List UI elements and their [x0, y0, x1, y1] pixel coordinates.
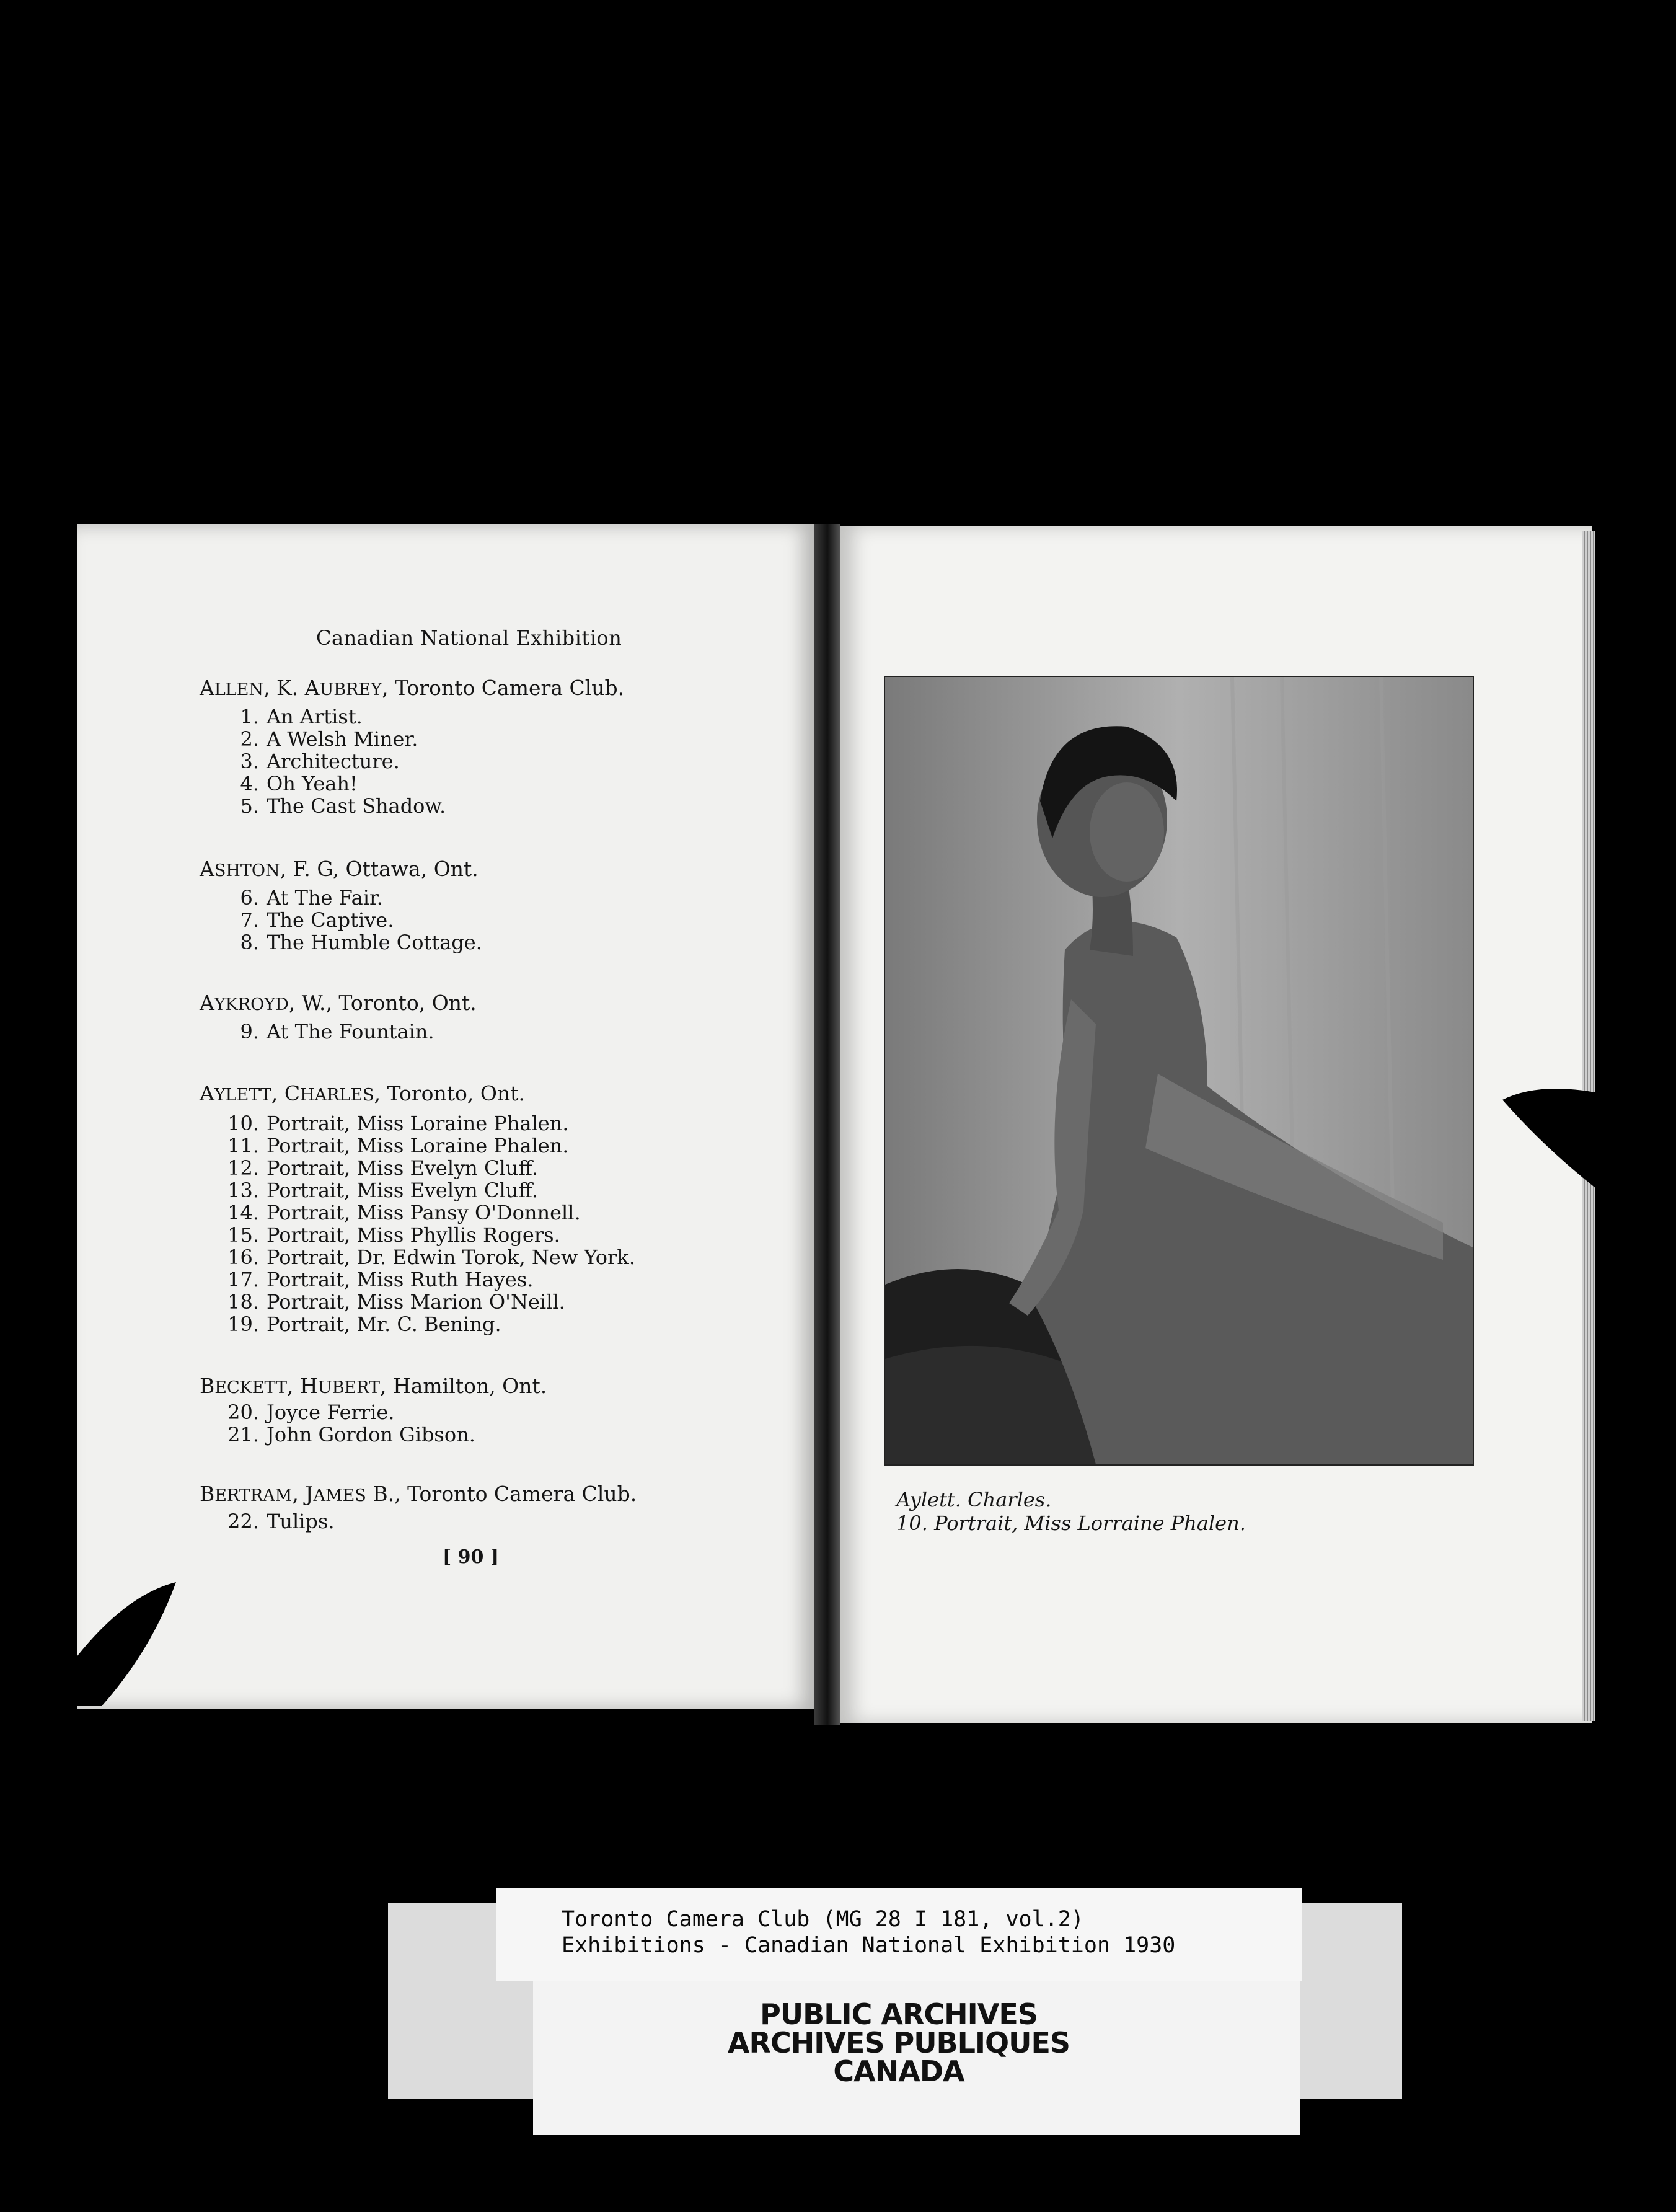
entry-item: [218, 795, 446, 817]
entry-name-part: ,: [271, 1081, 284, 1105]
entry-name-part: B: [200, 1374, 215, 1398]
book-gutter: [814, 524, 840, 1725]
stamp-line-archives-publiques: ARCHIVES PUBLIQUES: [727, 2026, 1070, 2059]
entry-item-number: 2.: [240, 727, 259, 751]
entry-item-number: 10.: [227, 1112, 259, 1135]
entry-name-part: , Toronto Camera Club.: [381, 676, 625, 700]
entry-item: [218, 1020, 434, 1043]
page-header: Canadian National Exhibition: [316, 626, 622, 650]
entry-item-title: Portrait, Miss Ruth Hayes.: [267, 1268, 534, 1291]
entry-item-number: 16.: [227, 1245, 259, 1269]
entry-item-number: 1.: [240, 705, 259, 728]
entry-name-part: A: [304, 676, 320, 700]
entry-name-part: ,: [287, 1374, 301, 1398]
entry-item-title: The Captive.: [267, 908, 394, 932]
entry-item: [218, 1157, 538, 1179]
entry-item: [218, 728, 418, 750]
entry-item: [218, 1246, 635, 1268]
entry-item-title: At The Fair.: [267, 886, 383, 909]
entry-name: [200, 1374, 547, 1398]
entry-item-number: 9.: [240, 1020, 259, 1043]
entry-item-title: Portrait, Miss Loraine Phalen.: [267, 1134, 569, 1157]
entry-item-number: 14.: [227, 1201, 259, 1224]
entry-item-title: John Gordon Gibson.: [267, 1423, 475, 1446]
entry-name-part: A: [200, 676, 214, 700]
entry-item: [218, 1112, 569, 1135]
entry-item-number: 7.: [240, 908, 259, 932]
entry-name-part: , Hamilton, Ont.: [379, 1374, 547, 1398]
entry-name-part: UBREY: [319, 680, 382, 699]
entry-name-part: HARLES: [300, 1086, 374, 1105]
entry-name-part: J: [305, 1482, 314, 1506]
entry-item: [218, 1401, 395, 1423]
entry-item: [218, 772, 358, 795]
entry-item-number: 18.: [227, 1290, 259, 1314]
entry-item-number: 4.: [240, 772, 259, 795]
entry-name-part: ERTRAM: [214, 1486, 293, 1505]
entry-name: [200, 857, 479, 881]
entry-name-part: ECKETT: [214, 1378, 288, 1397]
entry-name-part: , Toronto, Ont.: [374, 1081, 525, 1105]
stamp-line-canada: CANADA: [833, 2055, 964, 2088]
entry-item-title: Portrait, Miss Loraine Phalen.: [267, 1112, 569, 1135]
entry-item-title: Portrait, Miss Pansy O'Donnell.: [267, 1201, 581, 1224]
entry-item-number: 6.: [240, 886, 259, 909]
entry-name-part: A: [200, 857, 214, 881]
entry-name: [200, 1081, 525, 1105]
entry-item: [218, 909, 394, 931]
entry-name-part: B: [200, 1482, 215, 1506]
entry-item-title: Architecture.: [267, 750, 400, 773]
entry-item-number: 20.: [227, 1400, 259, 1424]
entry-name: [200, 991, 477, 1015]
entry-name-part: AMES: [313, 1486, 366, 1505]
entry-item-number: 8.: [240, 931, 259, 954]
entry-item-title: Tulips.: [267, 1510, 335, 1533]
entry-name-part: YLETT: [214, 1086, 271, 1105]
entry-item-number: 11.: [227, 1134, 259, 1157]
entry-name-part: C: [284, 1081, 301, 1105]
entry-item: [218, 1423, 475, 1446]
entry-name-part: SHTON: [214, 861, 280, 880]
archive-reference-line: Toronto Camera Club (MG 28 I 181, vol.2): [562, 1907, 1084, 1932]
entry-item-number: 13.: [227, 1179, 259, 1202]
entry-item: [218, 1135, 569, 1157]
entry-item: [218, 1291, 565, 1313]
entry-name-part: H: [300, 1374, 318, 1398]
entry-item: [218, 1201, 581, 1224]
entry-name-part: , W., Toronto, Ont.: [288, 991, 477, 1015]
entry-item-title: Portrait, Miss Marion O'Neill.: [267, 1290, 565, 1314]
entry-name-part: A: [200, 991, 214, 1015]
entry-item-number: 22.: [227, 1510, 259, 1533]
entry-item-number: 3.: [240, 750, 259, 773]
entry-item-title: Portrait, Miss Evelyn Cluff.: [267, 1156, 539, 1180]
entry-item-title: The Humble Cottage.: [267, 931, 482, 954]
entry-item: [218, 887, 383, 909]
photo-caption-author: Aylett. Charles.: [896, 1488, 1052, 1511]
entry-item-number: 21.: [227, 1423, 259, 1446]
stamp-line-public-archives: PUBLIC ARCHIVES: [760, 1997, 1038, 2031]
entry-item: [218, 1268, 533, 1291]
entry-item-title: An Artist.: [267, 705, 363, 728]
entry-item-number: 5.: [240, 794, 259, 818]
entry-item: [218, 750, 400, 772]
entry-item-number: 15.: [227, 1223, 259, 1247]
entry-item: [218, 931, 482, 953]
page-clip-left: [77, 1582, 176, 1706]
entry-item: [218, 1313, 501, 1335]
entry-item-title: A Welsh Miner.: [267, 727, 418, 751]
entry-name-part: , F. G, Ottawa, Ont.: [280, 857, 479, 881]
entry-name-part: B., Toronto Camera Club.: [366, 1482, 637, 1506]
entry-name: [200, 676, 624, 700]
entry-item-title: Portrait, Miss Phyllis Rogers.: [267, 1223, 560, 1247]
entry-name: [200, 1482, 637, 1506]
portrait-photograph: [884, 676, 1474, 1466]
entry-name-part: LLEN: [214, 680, 264, 699]
entry-item-title: Joyce Ferrie.: [267, 1400, 395, 1424]
photo-caption-title: 10. Portrait, Miss Lorraine Phalen.: [896, 1511, 1246, 1535]
entry-item: [218, 1224, 560, 1246]
entry-item: [218, 1510, 335, 1533]
entry-item-title: Oh Yeah!: [267, 772, 358, 795]
entry-item-number: 12.: [227, 1156, 259, 1180]
entry-name-part: ,: [292, 1482, 306, 1506]
entry-item: [218, 1179, 538, 1201]
entry-name-part: YKROYD: [214, 995, 289, 1014]
entry-item-number: 17.: [227, 1268, 259, 1291]
entry-item-title: Portrait, Dr. Edwin Torok, New York.: [267, 1245, 635, 1269]
page-clip-right: [1502, 1081, 1602, 1193]
entry-name-part: UBERT: [317, 1378, 380, 1397]
archive-description-line: Exhibitions - Canadian National Exhibition 1930: [562, 1933, 1176, 1958]
entry-item: [218, 706, 363, 728]
entry-name-part: , K.: [263, 676, 305, 700]
entry-item-title: Portrait, Miss Evelyn Cluff.: [267, 1179, 539, 1202]
page-number: [ 90 ]: [443, 1546, 500, 1568]
entry-name-part: A: [200, 1081, 214, 1105]
entry-item-title: The Cast Shadow.: [267, 794, 446, 818]
entry-item-title: Portrait, Mr. C. Bening.: [267, 1312, 501, 1336]
entry-item-number: 19.: [227, 1312, 259, 1336]
entry-item-title: At The Fountain.: [267, 1020, 434, 1043]
